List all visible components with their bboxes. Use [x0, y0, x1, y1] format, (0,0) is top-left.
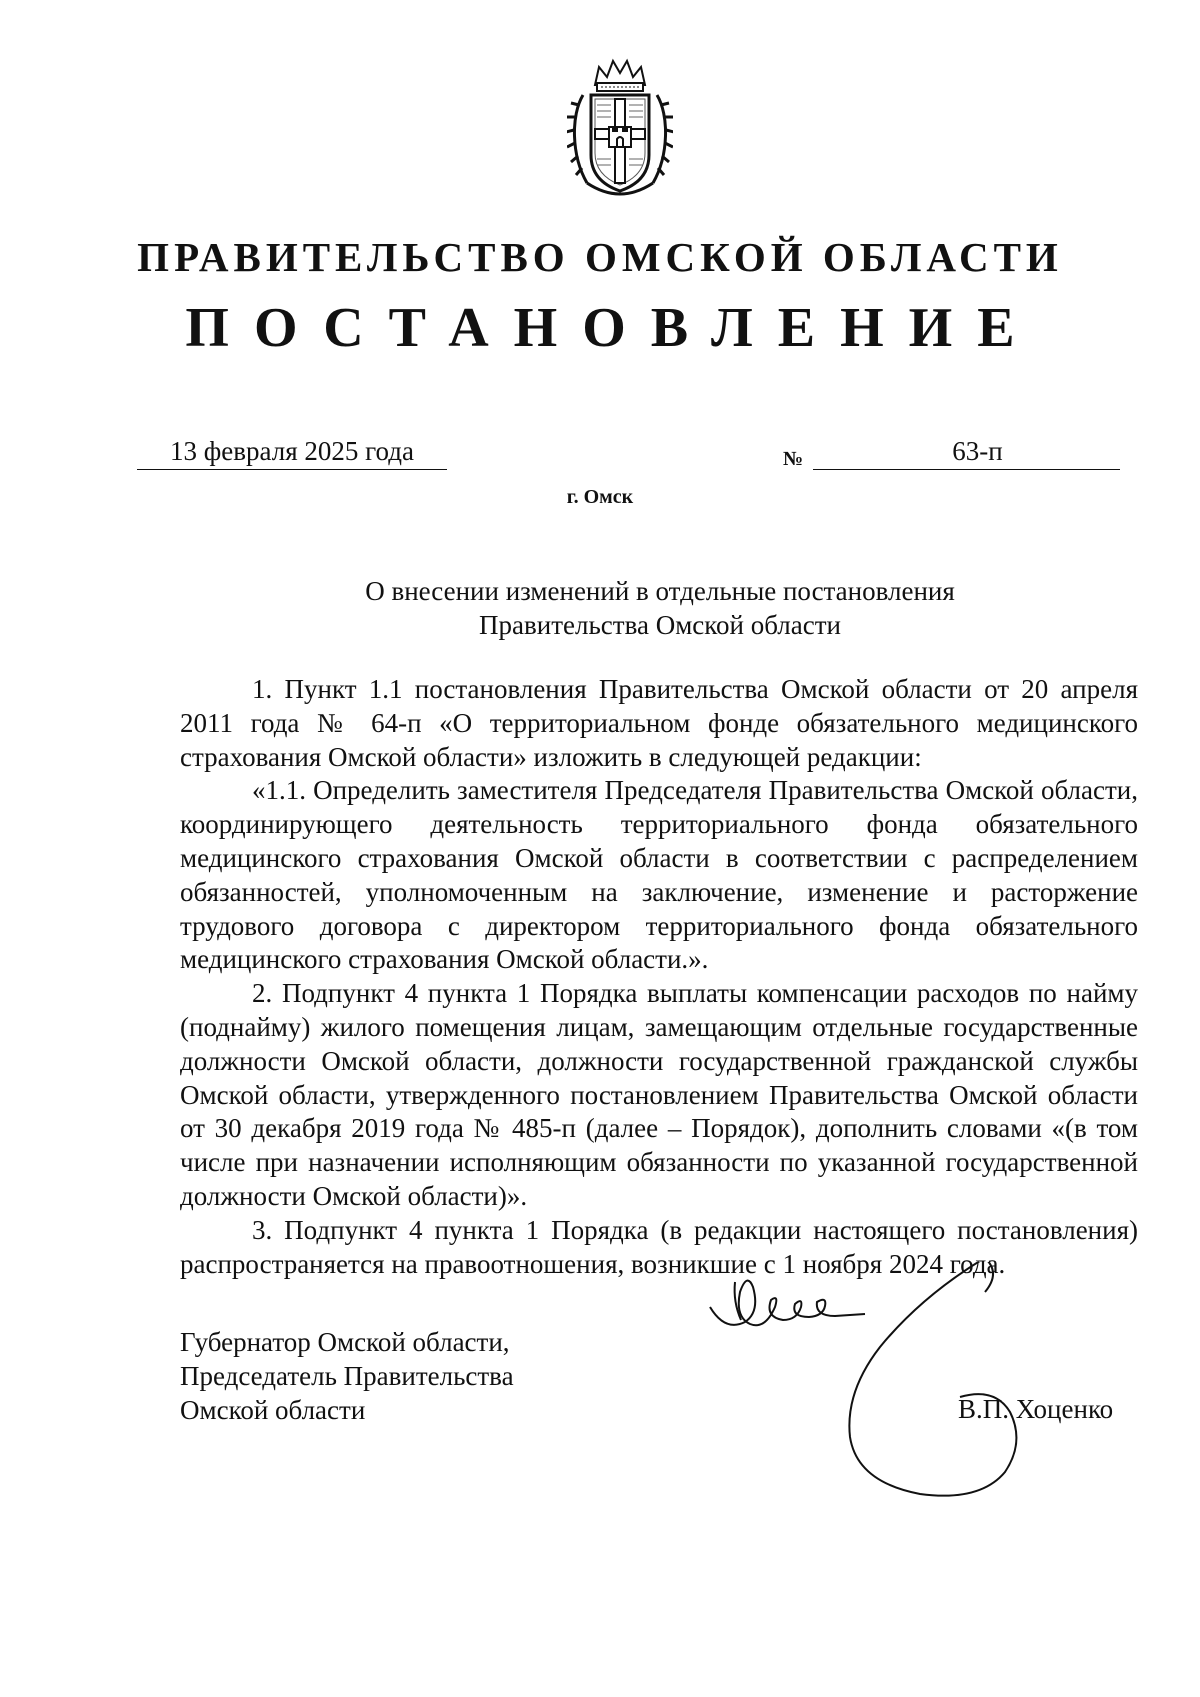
city-label: г. Омск: [566, 486, 634, 508]
document-date: [137, 436, 447, 470]
number-value: 63-п: [952, 436, 1003, 466]
subject-line-1: О внесении изменений в отдельные постановления: [365, 576, 955, 606]
signer-line-1: Губернатор Омской области,: [180, 1327, 510, 1357]
signer-line-2: Председатель Правительства: [180, 1361, 514, 1391]
signer-name: В.П. Хоценко: [958, 1394, 1114, 1424]
document-body: [180, 673, 1138, 1281]
signer-title: [180, 1325, 514, 1427]
government-title: ПРАВИТЕЛЬСТВО ОМСКОЙ ОБЛАСТИ: [137, 234, 1063, 280]
paragraph-3: 3. Подпункт 4 пункта 1 Порядка (в редакции настоящего постановления) распространяется на правоотношения, возникшие с 1 ноября 2024 года.: [180, 1214, 1138, 1279]
document-subject: [180, 574, 1140, 642]
signer-line-3: Омской области: [180, 1395, 366, 1425]
omsk-coat-of-arms-icon: [567, 55, 673, 205]
handwritten-signature-icon: [705, 1262, 1095, 1512]
document-number: [813, 436, 1120, 470]
document-type-title: ПОСТАНОВЛЕНИЕ: [185, 297, 1040, 359]
paragraph-1: 1. Пункт 1.1 постановления Правительства Омской области от 20 апреля 2011 года № 64-п «О территориальном фонде обязательного медицинского страхования Омской области» изложить в следующей редакции:: [180, 674, 1138, 772]
date-value: 13 февраля 2025 года: [170, 436, 414, 466]
number-sign: №: [783, 448, 804, 470]
paragraph-1-quote: «1.1. Определить заместителя Председателя Правительства Омской области, координирующего деятельность территориального фонда обязательного медицинского страхования Омской области в соответствии с распределением обязанностей, уполномоченным на заключение, изменение и расторжение трудового договора с директором территориального фонда обязательного медицинского страхования Омской области.».: [180, 775, 1138, 975]
paragraph-2: 2. Подпункт 4 пункта 1 Порядка выплаты компенсации расходов по найму (поднайму) жилого помещения лицам, замещающим отдельные государственные должности Омской области, должности государственной гражданской службы Омской области, утвержденного постановлением Правительства Омской области от 30 декабря 2019 года № 485-п (далее – Порядок), дополнить словами «(в том числе при назначении исполняющим обязанности по указанной государственной должности Омской области)».: [180, 978, 1138, 1211]
subject-line-2: Правительства Омской области: [479, 610, 841, 640]
